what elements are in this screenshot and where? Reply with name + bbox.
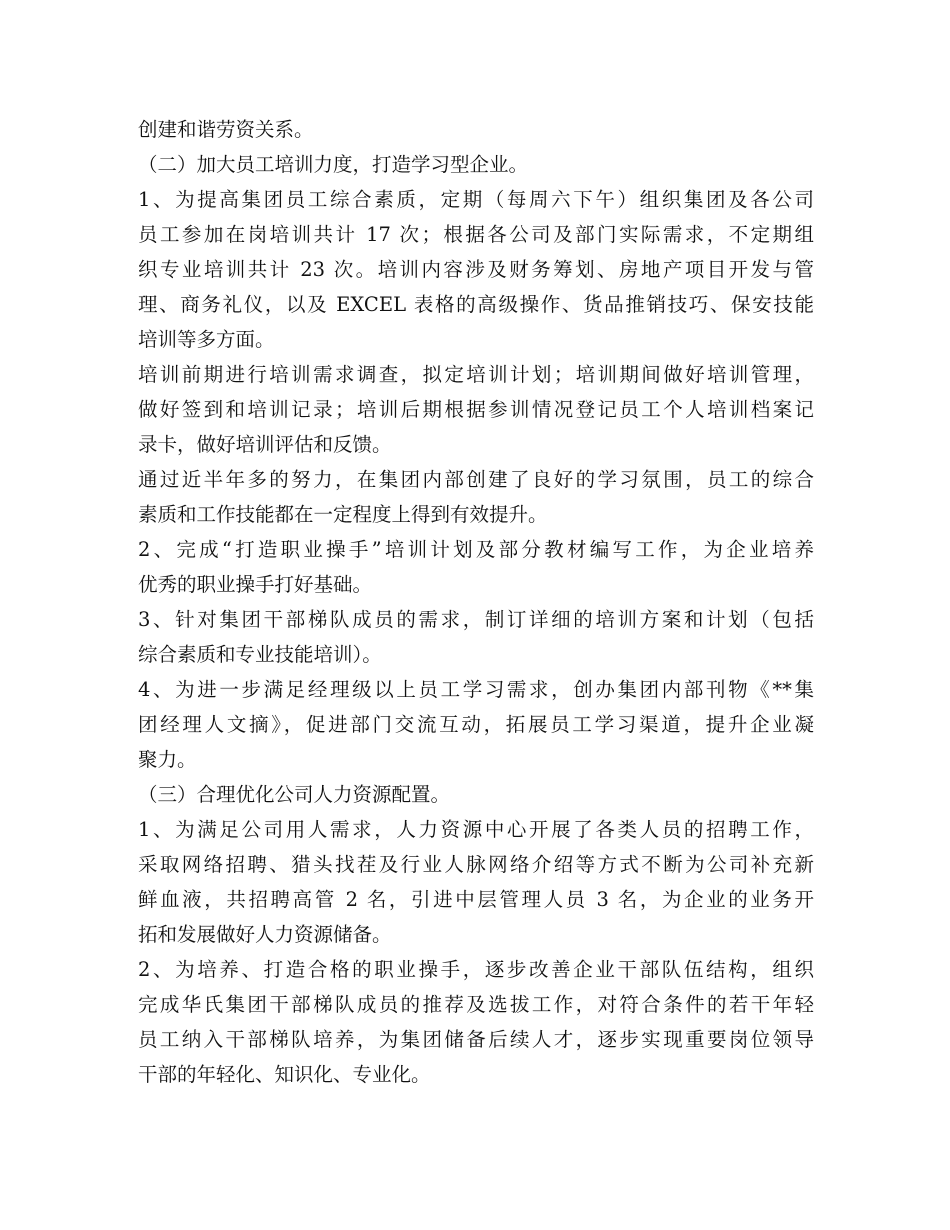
text-line: 鲜血液，共招聘高管 2 名，引进中层管理人员 3 名，为企业的业务开	[138, 888, 814, 911]
text-line: 培训前期进行培训需求调查，拟定培训计划；培训期间做好培训管理，	[138, 363, 814, 386]
text-line: 培训等多方面。	[138, 328, 275, 351]
text-line: 2、为培养、打造合格的职业操手，逐步改善企业干部队伍结构，组织	[138, 958, 814, 981]
text-line: 4、为进一步满足经理级以上员工学习需求，创办集团内部刊物《**集	[138, 678, 814, 701]
text-line: 团经理人文摘》，促进部门交流互动，拓展员工学习渠道，提升企业凝	[138, 713, 814, 736]
text-line: 综合素质和专业技能培训）。	[138, 643, 382, 666]
text-line: 织专业培训共计 23 次。培训内容涉及财务筹划、房地产项目开发与管	[138, 258, 814, 281]
text-line: 聚力。	[138, 748, 197, 771]
text-line: 1、为满足公司用人需求，人力资源中心开展了各类人员的招聘工作，	[138, 818, 814, 841]
text-line: 2、完成“打造职业操手”培训计划及部分教材编写工作，为企业培养	[138, 538, 814, 561]
text-line: 员工参加在岗培训共计 17 次；根据各公司及部门实际需求，不定期组	[138, 223, 814, 246]
text-line: 完成华氏集团干部梯队成员的推荐及选拔工作，对符合条件的若干年轻	[138, 993, 814, 1016]
text-line: 理、商务礼仪，以及 EXCEL 表格的高级操作、货品推销技巧、保安技能	[138, 293, 814, 316]
text-line: 素质和工作技能都在一定程度上得到有效提升。	[138, 503, 548, 526]
text-line: 做好签到和培训记录；培训后期根据参训情况登记员工个人培训档案记	[138, 398, 814, 421]
text-line: （三）合理优化公司人力资源配置。	[138, 783, 451, 806]
text-line: 创建和谐劳资关系。	[138, 118, 314, 141]
text-line: 采取网络招聘、猎头找茬及行业人脉网络介绍等方式不断为公司补充新	[138, 853, 814, 876]
text-line: 拓和发展做好人力资源储备。	[138, 923, 392, 946]
text-line: 3、针对集团干部梯队成员的需求，制订详细的培训方案和计划（包括	[138, 608, 814, 631]
text-line: 通过近半年多的努力，在集团内部创建了良好的学习氛围，员工的综合	[138, 468, 814, 491]
text-line: 优秀的职业操手打好基础。	[138, 573, 373, 596]
text-line: 员工纳入干部梯队培养，为集团储备后续人才，逐步实现重要岗位领导	[138, 1028, 814, 1051]
text-line: 录卡，做好培训评估和反馈。	[138, 433, 392, 456]
text-line: 1、为提高集团员工综合素质，定期（每周六下午）组织集团及各公司	[138, 188, 814, 211]
text-line: （二）加大员工培训力度，打造学习型企业。	[138, 153, 529, 176]
text-line: 干部的年轻化、知识化、专业化。	[138, 1063, 431, 1086]
document-body	[138, 112, 814, 1092]
